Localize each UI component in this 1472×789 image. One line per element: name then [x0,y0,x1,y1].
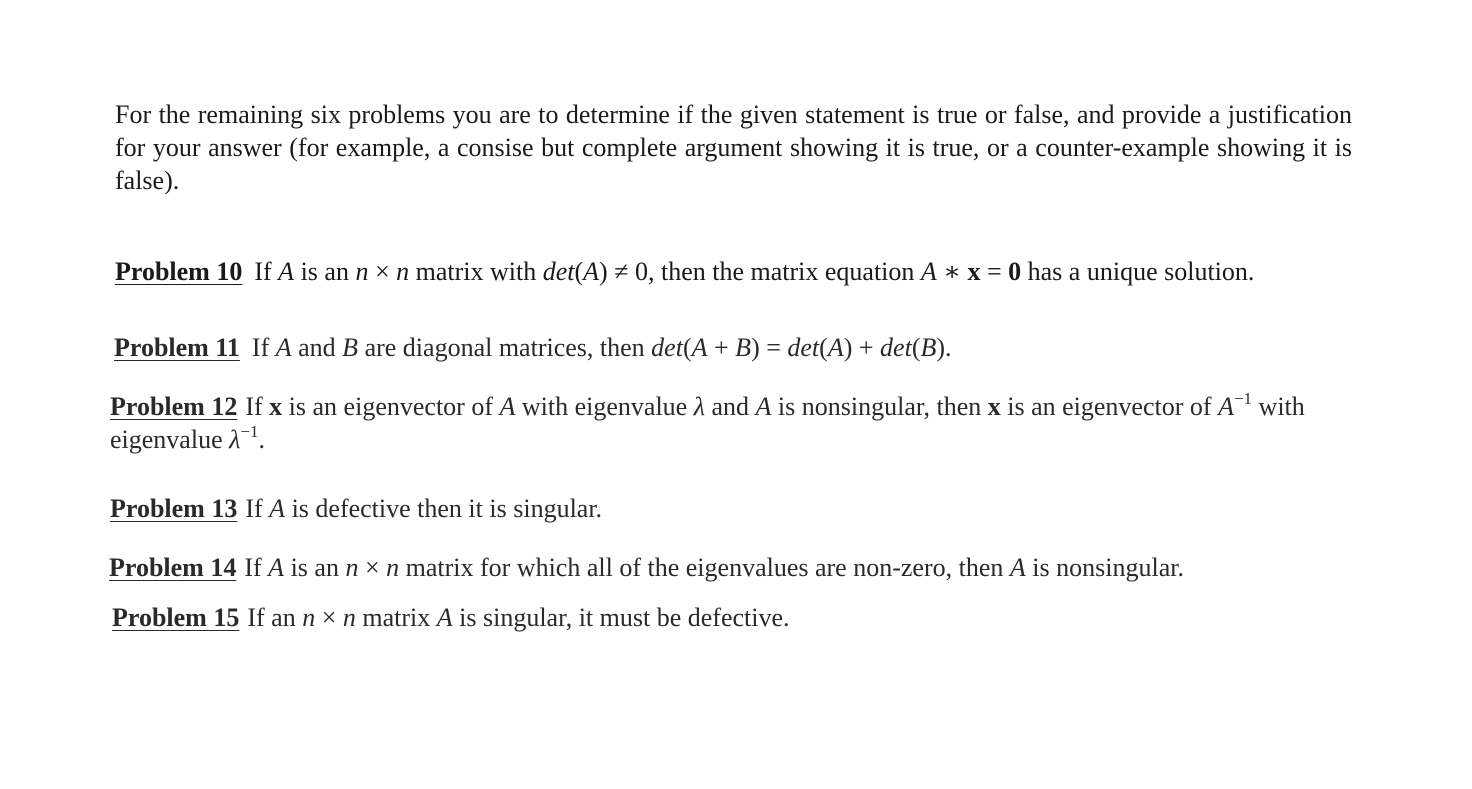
problem-11-label: Problem 11 [114,333,240,362]
problem-12-label: Problem 12 [110,392,238,421]
problem-15 [112,601,1352,634]
problem-11-statement: If A and B are diagonal matrices, then det(A + B) = det(A) + det(B). [251,333,952,362]
problem-13-label: Problem 13 [110,494,238,523]
problem-10 [115,255,1352,288]
problem-14 [109,551,1349,584]
problem-15-statement: If an n × n matrix A is singular, it must be defective. [247,603,790,632]
problem-15-label: Problem 15 [112,603,240,632]
problem-11 [114,331,1354,364]
problem-10-label: Problem 10 [115,257,243,286]
intro-paragraph: For the remaining six problems you are to determine if the given statement is true or false, and provide a justification for your answer (for example, a consise but complete argument showing it is true, or a counter-example showing it is false). [115,100,1352,195]
problem-12-statement: If x is an eigenvector of A with eigenvalue λ and A is nonsingular, then x is an eigenvector of $A^{-1}$ with eigenvalue $\lambda^{-1}$. [110,389,1305,454]
problem-14-label: Problem 14 [109,553,237,582]
problem-13 [110,492,1342,525]
problem-10-statement: If A is an n × n matrix with det(A) ≠ 0, then the matrix equation A ∗ x = 0 has a unique solution. [254,257,1255,286]
problem-12 [110,390,1342,456]
problem-14-statement: If A is an n × n matrix for which all of the eigenvalues are non-zero, then A is nonsingular. [244,553,1184,582]
problem-13-statement: If A is defective then it is singular. [245,494,603,523]
